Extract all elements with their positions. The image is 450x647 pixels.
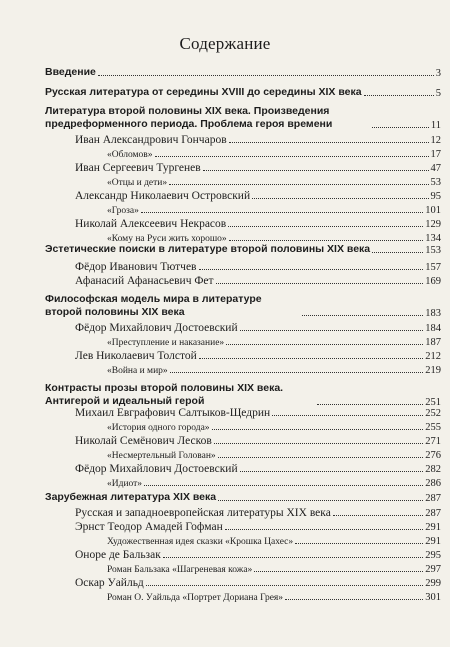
toc-entry	[107, 147, 441, 160]
toc-page-number: 5	[435, 87, 441, 99]
toc-page-number: 212	[425, 350, 441, 362]
dot-leader	[229, 142, 429, 143]
toc-page-number: 219	[425, 364, 441, 376]
dot-leader	[228, 226, 423, 227]
toc-entry	[107, 335, 441, 348]
toc-entry	[45, 86, 441, 99]
toc-entry	[45, 491, 441, 504]
dot-leader	[218, 500, 423, 501]
toc-entry	[75, 349, 441, 362]
toc-entry-title: Русская литература от середины XVIII до середины XIX века	[45, 86, 362, 98]
toc-entry	[45, 104, 441, 131]
toc-page-number: 53	[430, 176, 441, 188]
toc-page-number: 11	[430, 119, 441, 131]
toc-page-number: 301	[425, 591, 441, 603]
toc-entry	[107, 476, 441, 489]
toc-entry	[107, 562, 441, 575]
dot-leader	[199, 269, 424, 270]
toc-page-number: 299	[425, 577, 441, 589]
toc-entry-title: Фёдор Михайлович Достоевский	[75, 462, 238, 475]
toc-page-number: 291	[425, 521, 441, 533]
toc-entry	[107, 203, 441, 216]
toc-page-number: 287	[425, 507, 441, 519]
toc-page-number: 287	[425, 492, 441, 504]
toc-page-number: 295	[425, 549, 441, 561]
dot-leader	[144, 485, 423, 486]
dot-leader	[254, 571, 423, 572]
toc-entry-title: Фёдор Михайлович Достоевский	[75, 321, 238, 334]
toc-entry-title: «Несмертельный Голован»	[107, 450, 216, 461]
toc-entry	[107, 448, 441, 461]
toc-page-number: 251	[425, 396, 441, 408]
toc-entry	[75, 462, 441, 475]
toc-entry-title: Роман О. Уайльда «Портрет Дориана Грея»	[107, 592, 284, 603]
dot-leader	[218, 457, 424, 458]
toc-entry-title: Литература второй половины XIX века. Произведения предреформенного периода. Проблема героя времени	[45, 105, 333, 130]
toc-entry	[75, 576, 441, 589]
toc-entry	[107, 363, 441, 376]
toc-page-number: 276	[425, 449, 441, 461]
dot-leader	[199, 358, 423, 359]
toc-entry	[75, 189, 441, 202]
toc-page-number: 187	[425, 336, 441, 348]
dot-leader	[170, 372, 424, 373]
toc-entry-title: Введение	[45, 66, 96, 78]
dot-leader	[240, 471, 424, 472]
dot-leader	[98, 75, 434, 76]
dot-leader	[302, 315, 423, 316]
dot-leader	[229, 240, 424, 241]
toc-entry	[75, 133, 441, 146]
toc-entry	[75, 274, 441, 287]
toc-entry-title: «Обломов»	[107, 149, 153, 160]
toc-entry-title: Иван Александрович Гончаров	[75, 133, 227, 146]
dot-leader	[155, 156, 429, 157]
dot-leader	[141, 212, 423, 213]
toc-entry-title: «Преступление и наказание»	[107, 337, 225, 348]
dot-leader	[146, 585, 423, 586]
toc-page-number: 95	[430, 190, 441, 202]
dot-leader	[372, 127, 429, 128]
toc-entry	[75, 548, 441, 561]
toc-page-number: 47	[430, 162, 441, 174]
toc-entry	[75, 406, 441, 419]
toc-entry	[107, 420, 441, 433]
toc-entry-title: Афанасий Афанасьевич Фет	[75, 274, 214, 287]
toc-page-number: 271	[425, 435, 441, 447]
toc-entry-title: Михаил Евграфович Салтыков-Щедрин	[75, 406, 271, 419]
toc-page-number: 291	[425, 535, 441, 547]
toc-entry-title: Эрнст Теодор Амадей Гофман	[75, 520, 223, 533]
toc-entry	[45, 381, 441, 408]
toc-entry-title: Контрасты прозы второй половины XIX века. Антигерой и идеальный герой	[45, 382, 284, 407]
toc-page-number: 12	[430, 134, 441, 146]
toc-entry-title: Александр Николаевич Островский	[75, 189, 251, 202]
page-title: Содержание	[179, 34, 271, 53]
toc-entry	[107, 590, 441, 603]
toc-page-number: 134	[425, 232, 441, 244]
toc-entry	[45, 292, 441, 319]
toc-entry-title: «Кому на Руси жить хорошо»	[107, 233, 227, 244]
toc-page-number: 184	[425, 322, 441, 334]
toc-entry-title: Эстетические поиски в литературе второй половины XIX века	[45, 243, 371, 255]
toc-page-number: 286	[425, 477, 441, 489]
toc-entry	[75, 520, 441, 533]
dot-leader	[272, 415, 423, 416]
dot-leader	[226, 344, 423, 345]
dot-leader	[364, 95, 434, 96]
toc-entry	[75, 161, 441, 174]
dot-leader	[240, 330, 424, 331]
toc-page-number: 157	[425, 261, 441, 273]
dot-leader	[295, 543, 423, 544]
toc-entry	[75, 260, 441, 273]
toc-entry-title: «Война и мир»	[107, 365, 168, 376]
toc-entry-title: Николай Алексеевич Некрасов	[75, 217, 227, 230]
toc-entry	[45, 66, 441, 79]
toc-entry-title: Философская модель мира в литературе второй половины XIX века	[45, 293, 262, 318]
toc-entry-title: Художественная идея сказки «Крошка Цахес»	[107, 536, 294, 547]
toc-page-number: 169	[425, 275, 441, 287]
toc-entry	[107, 175, 441, 188]
toc-page-number: 153	[425, 244, 441, 256]
toc-entry-title: «История одного города»	[107, 422, 210, 433]
toc-page-number: 129	[425, 218, 441, 230]
toc-page-number: 17	[430, 148, 441, 160]
dot-leader	[225, 529, 424, 530]
dot-leader	[285, 599, 423, 600]
dot-leader	[333, 515, 423, 516]
toc-entry	[75, 506, 441, 519]
toc-entry-title: «Гроза»	[107, 205, 139, 216]
toc-entry	[75, 321, 441, 334]
toc-page-number: 101	[425, 204, 441, 216]
dot-leader	[317, 404, 423, 405]
dot-leader	[216, 283, 424, 284]
toc-page-number: 255	[425, 421, 441, 433]
dot-leader	[214, 443, 423, 444]
toc-entry-title: Оскар Уайльд	[75, 576, 144, 589]
toc-entry-title: Иван Сергеевич Тургенев	[75, 161, 201, 174]
toc-entry	[75, 434, 441, 447]
toc-page-number: 282	[425, 463, 441, 475]
toc-page-number: 183	[425, 307, 441, 319]
dot-leader	[203, 170, 429, 171]
dot-leader	[252, 198, 428, 199]
toc-page-number: 3	[435, 67, 441, 79]
dot-leader	[212, 429, 424, 430]
toc-entry-title: Лев Николаевич Толстой	[75, 349, 197, 362]
toc-entry	[45, 243, 441, 256]
toc-entry-title: «Идиот»	[107, 478, 143, 489]
toc-entry-title: Русская и западноевропейская литературы XIX века	[75, 506, 331, 519]
toc-page-number: 297	[425, 563, 441, 575]
toc-entry-title: Роман Бальзака «Шагреневая кожа»	[107, 564, 253, 575]
toc-entry-title: Николай Семёнович Лесков	[75, 434, 212, 447]
toc-entry	[107, 534, 441, 547]
toc-entry-title: Фёдор Иванович Тютчев	[75, 260, 197, 273]
dot-leader	[169, 184, 428, 185]
toc-entry-title: «Отцы и дети»	[107, 177, 168, 188]
toc-entry	[75, 217, 441, 230]
dot-leader	[163, 557, 423, 558]
toc-entry-title: Оноре де Бальзак	[75, 548, 161, 561]
toc-page-number: 252	[425, 407, 441, 419]
dot-leader	[372, 252, 423, 253]
toc-entry-title: Зарубежная литература XIX века	[45, 491, 217, 503]
